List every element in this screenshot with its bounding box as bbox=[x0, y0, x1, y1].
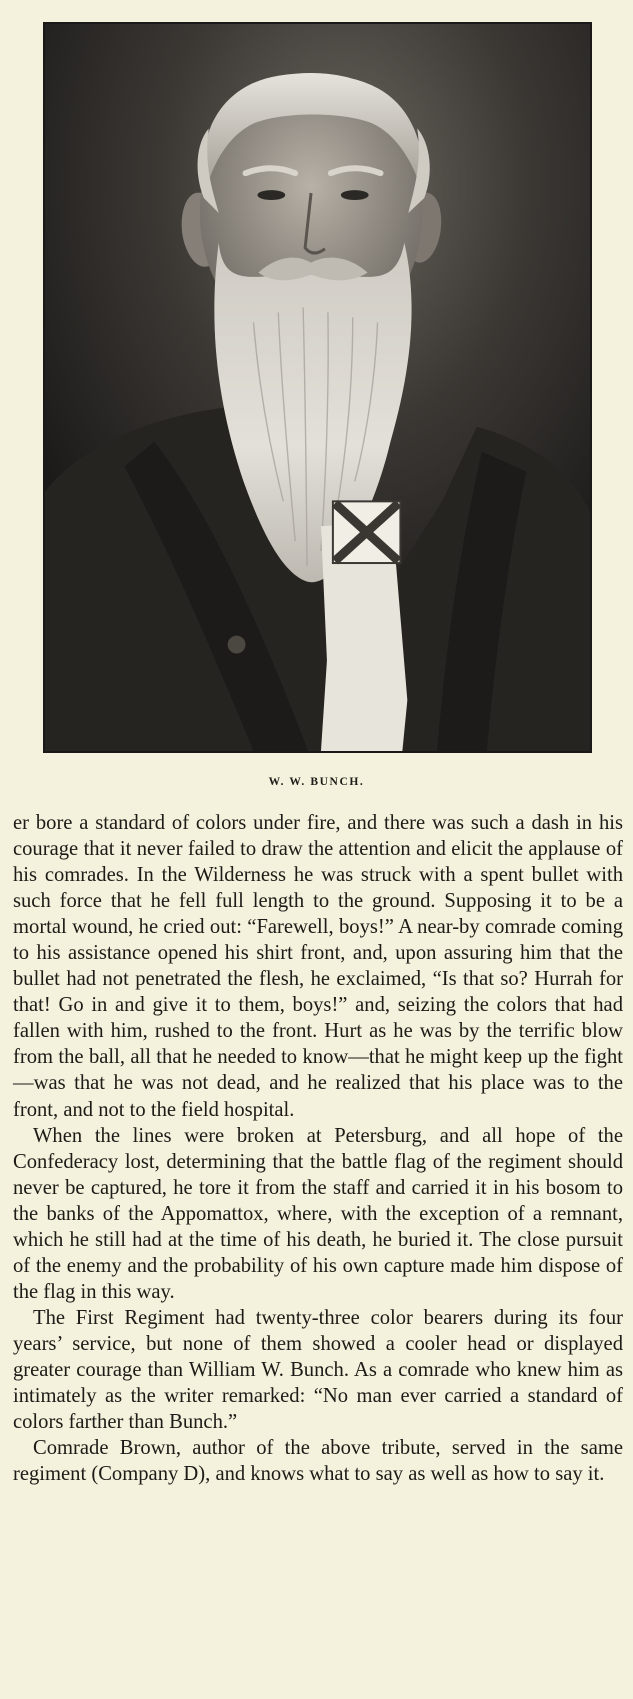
paragraph-3: The First Regiment had twenty-three color bearers during its four years’ service, but none of them showed a cooler head or displayed greater courage than William W. Bunch. As a comrade who knew him as intimately as the writer remarked: “No man ever carried a standard of colors farther than Bunch.” bbox=[13, 1306, 623, 1434]
portrait-photo bbox=[43, 22, 592, 753]
paragraph-1: er bore a standard of colors under fire, and there was such a dash in his courage that it never failed to draw the attention and elicit the applause of his comrades. In the Wilderness he was struck with a spent bullet with such force that he fell full length to the ground. Supposing it to be a mortal wound, he cried out: “Farewell, boys!” A near-by comrade coming to his assistance opened his shirt front, and, upon assuring him that the bullet had not penetrated the flesh, he exclaimed, “Is that so? Hurrah for that! Go in and give it to them, boys!” and, seizing the colors that had fallen with him, rushed to the front. Hurt as he was by the terrific blow from the ball, all that he needed to know—that he might keep up the fight—was that he was not dead, and he realized that his place was to the front, and not to the field hospital. bbox=[13, 812, 623, 1121]
paragraph-4: Comrade Brown, author of the above tribute, served in the same regiment (Company D), and knows what to say as well as how to say it. bbox=[13, 1437, 623, 1486]
coat-button bbox=[228, 636, 246, 654]
confederate-badge bbox=[333, 501, 401, 563]
eye-left bbox=[257, 190, 285, 200]
article-body bbox=[13, 810, 623, 1487]
paragraph-2: When the lines were broken at Petersburg, and all hope of the Confederacy lost, determining that the battle flag of the regiment should never be captured, he tore it from the staff and carried it in his bosom to the banks of the Appomattox, where, with the exception of a remnant, which he still had at the time of his death, he buried it. The close pursuit of the enemy and the probability of his own capture made him dispose of the flag in this way. bbox=[13, 1124, 623, 1303]
photo-caption: W. W. BUNCH. bbox=[268, 776, 365, 788]
eye-right bbox=[341, 190, 369, 200]
